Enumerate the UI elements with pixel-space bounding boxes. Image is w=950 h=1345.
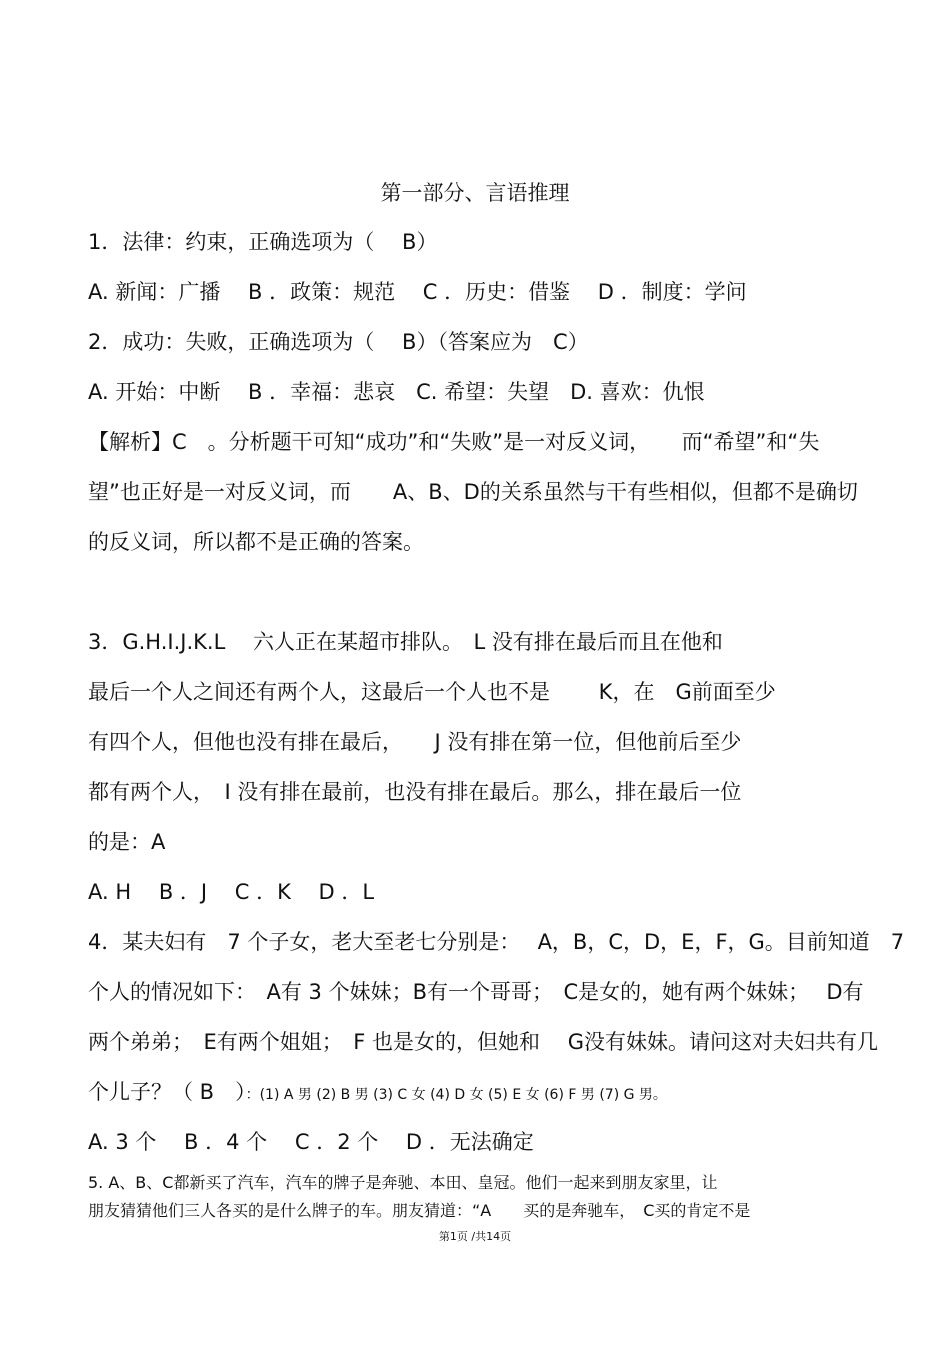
question-3-line-1: 3．G.H.I.J.K.L 六人正在某超市排队。 L 没有排在最后而且在他和 bbox=[88, 630, 723, 654]
question-5-line-2: 朋友猜猜他们三人各买的是什么牌子的车。朋友猜道：“A 买的是奔驰车， C买的肯定不是 bbox=[88, 1201, 751, 1220]
question-4-line-2: 个人的情况如下： A有 3 个妹妹；B有一个哥哥； C是女的，她有两个妹妹； D有 bbox=[88, 980, 864, 1004]
question-4-line-3: 两个弟弟； E有两个姐姐； F 也是女的，但她和 G没有妹妹。请问这对夫妇共有几 bbox=[88, 1030, 878, 1054]
page-footer: 第1页 /共14页 bbox=[438, 1230, 512, 1243]
question-3-line-3: 有四个人，但他也没有排在最后， J 没有排在第一位，但他前后至少 bbox=[88, 730, 742, 754]
question-4-line-1: 4．某夫妇有 7 个子女，老大至老七分别是： A，B，C，D，E，F，G。目前知道 7 bbox=[88, 930, 905, 954]
question-1-stem: 1．法律：约束，正确选项为（ B） bbox=[88, 230, 438, 254]
page-title: 第一部分、言语推理 bbox=[380, 181, 570, 205]
question-2-options: A. 开始：中断 B ．幸福：悲哀 C. 希望：失望 D. 喜欢：仇恨 bbox=[88, 380, 705, 404]
question-4-line-4 bbox=[88, 1079, 667, 1108]
question-4-note: ：(1) A 男 (2) B 男 (3) C 女 (4) D 女 (5) E 女 (6) F 男 (7) G 男。 bbox=[245, 1087, 667, 1103]
question-2-analysis-line-1: 【解析】C 。分析题干可知“成功”和“失败”是一对反义词， 而“希望”和“失 bbox=[88, 430, 820, 454]
question-3-line-4: 都有两个人， I 没有排在最前，也没有排在最后。那么，排在最后一位 bbox=[88, 780, 742, 804]
question-2-analysis-line-3: 的反义词，所以都不是正确的答案。 bbox=[88, 530, 424, 554]
question-4-options: A. 3 个 B ．4 个 C ．2 个 D ．无法确定 bbox=[88, 1130, 534, 1154]
question-5-line-1: 5. A、B、C都新买了汽车，汽车的牌子是奔驰、本田、皇冠。他们一起来到朋友家里，让 bbox=[88, 1173, 718, 1192]
question-3-line-2: 最后一个人之间还有两个人，这最后一个人也不是 K，在 G前面至少 bbox=[88, 680, 776, 704]
question-2-stem: 2．成功：失败，正确选项为（ B）（答案应为 C） bbox=[88, 330, 589, 354]
question-4-answer: 个儿子？（ B ） bbox=[88, 1080, 246, 1104]
question-3-line-5: 的是：A bbox=[88, 830, 166, 854]
question-3-options: A. H B ．J C ．K D ．L bbox=[88, 880, 375, 904]
question-1-options: A. 新闻：广播 B ．政策：规范 C ．历史：借鉴 D ．制度：学问 bbox=[88, 280, 747, 304]
question-2-analysis-line-2: 望”也正好是一对反义词，而 A、B、D的关系虽然与干有些相似，但都不是确切 bbox=[88, 480, 858, 504]
